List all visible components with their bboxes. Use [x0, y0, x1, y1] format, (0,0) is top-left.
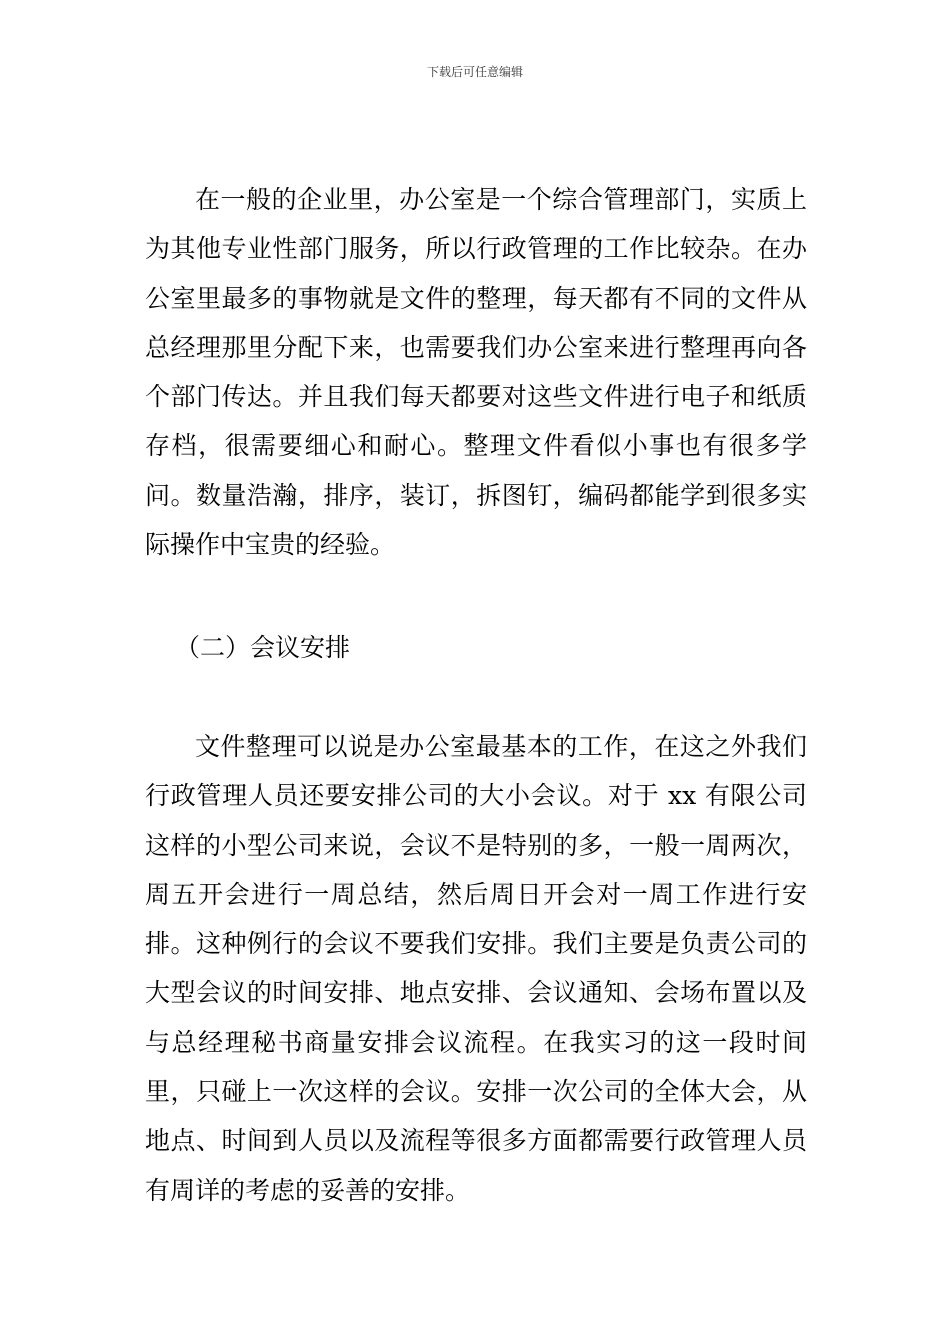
page-header: 下载后可任意编辑: [426, 65, 523, 79]
body-paragraph-2: 文件整理可以说是办公室最基本的工作，在这之外我们行政管理人员还要安排公司的大小会议。对于 xx 有限公司这样的小型公司来说，会议不是特别的多，一般一周两次，周五开会进行一周总结，然后周日开会对一周工作进行安排。这种例行的会议不要我们安排。我们主要是负责公司的大型会议的时间安排、地点安排、会议通知、会场布置以及与总经理秘书商量安排会议流程。在我实习的这一段时间里，只碰上一次这样的会议。安排一次公司的全体大会，从地点、时间到人员以及流程等很多方面都需要行政管理人员有周详的考虑的妥善的安排。: [145, 732, 807, 1205]
body-paragraph-1: 在一般的企业里，办公室是一个综合管理部门，实质上为其他专业性部门服务，所以行政管理的工作比较杂。在办公室里最多的事物就是文件的整理，每天都有不同的文件从总经理那里分配下来，也需要我们办公室来进行整理再向各个部门传达。并且我们每天都要对这些文件进行电子和纸质存档，很需要细心和耐心。整理文件看似小事也有很多学问。数量浩瀚，排序，装订，拆图钉，编码都能学到很多实际操作中宝贵的经验。: [145, 185, 807, 560]
section-heading: （二）会议安排: [175, 633, 351, 662]
